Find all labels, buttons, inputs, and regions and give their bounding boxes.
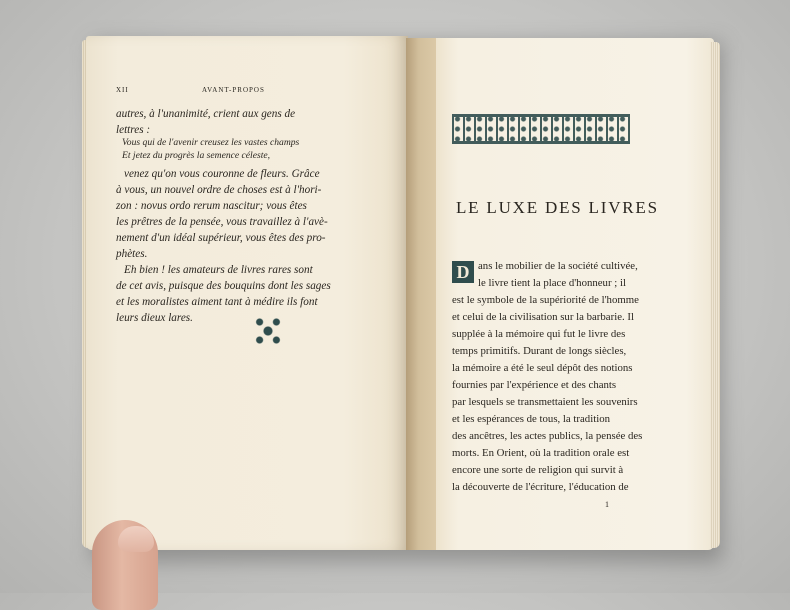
page-number: 1: [605, 500, 609, 509]
right-text-line: la découverte de l'écriture, l'éducation de: [452, 481, 629, 493]
right-page-edges: [710, 42, 720, 548]
right-text-line: morts. En Orient, où la tradition orale est: [452, 447, 630, 459]
right-text-line: ans le mobilier de la société cultivée,: [478, 260, 638, 272]
running-head-title: AVANT-PROPOS: [202, 86, 265, 94]
chapter-title: LE LUXE DES LIVRES: [456, 198, 659, 217]
right-text-line: et les espérances de tous, la tradition: [452, 413, 610, 425]
left-text-line: et les moralistes aiment tant à médire ils font: [116, 296, 318, 308]
right-text-line: encore une sorte de religion qui survit à: [452, 464, 624, 476]
right-text-line: temps primitifs. Durant de longs siècles,: [452, 345, 627, 357]
left-text-line: zon : novus ordo rerum nascitur; vous êtes: [116, 200, 307, 212]
running-head-number: XII: [116, 86, 129, 94]
left-text-line: phètes.: [116, 248, 148, 260]
left-text-line: venez qu'on vous couronne de fleurs. Grâce: [124, 168, 320, 180]
left-text-line: Eh bien ! les amateurs de livres rares sont: [124, 264, 313, 276]
verse-line: Et jetez du progrès la semence céleste,: [122, 150, 271, 161]
drop-cap: D: [452, 261, 474, 283]
left-text-line: leurs dieux lares.: [116, 312, 193, 324]
right-text-line: et celui de la civilisation sur la barbarie. Il: [452, 311, 634, 323]
right-text-line: des ancêtres, les actes publics, la pensée des: [452, 430, 643, 442]
left-text-line: de cet avis, puisque des bouquins dont les sages: [116, 280, 331, 292]
right-text-line: supplée à la mémoire qui fut le livre des: [452, 328, 626, 340]
right-text-line: la mémoire a été le seul dépôt des notions: [452, 362, 633, 374]
right-text-line: est le symbole de la supériorité de l'homme: [452, 294, 639, 306]
right-text-line: fournies par l'expérience et des chants: [452, 379, 617, 391]
verse-line: Vous qui de l'avenir creusez les vastes champs: [122, 137, 300, 148]
left-text-line: les prêtres de la pensée, vous travaillez à l'avè-: [116, 216, 328, 228]
left-text-line: lettres :: [116, 124, 151, 136]
right-text-line: par lesquels se transmettaient les souvenirs: [452, 396, 638, 408]
thumbnail: [118, 526, 154, 552]
headpiece-ornament: [452, 114, 630, 144]
book-gutter: [406, 38, 438, 550]
fleuron-ornament: [254, 316, 282, 346]
left-text-line: à vous, un nouvel ordre de choses est à l'hori-: [116, 184, 322, 196]
right-text-line: le livre tient la place d'honneur ; il: [478, 277, 626, 289]
left-text-line: autres, à l'unanimité, crient aux gens de: [116, 108, 296, 120]
left-text-line: nement d'un idéal supérieur, vous êtes des pro-: [116, 232, 326, 244]
